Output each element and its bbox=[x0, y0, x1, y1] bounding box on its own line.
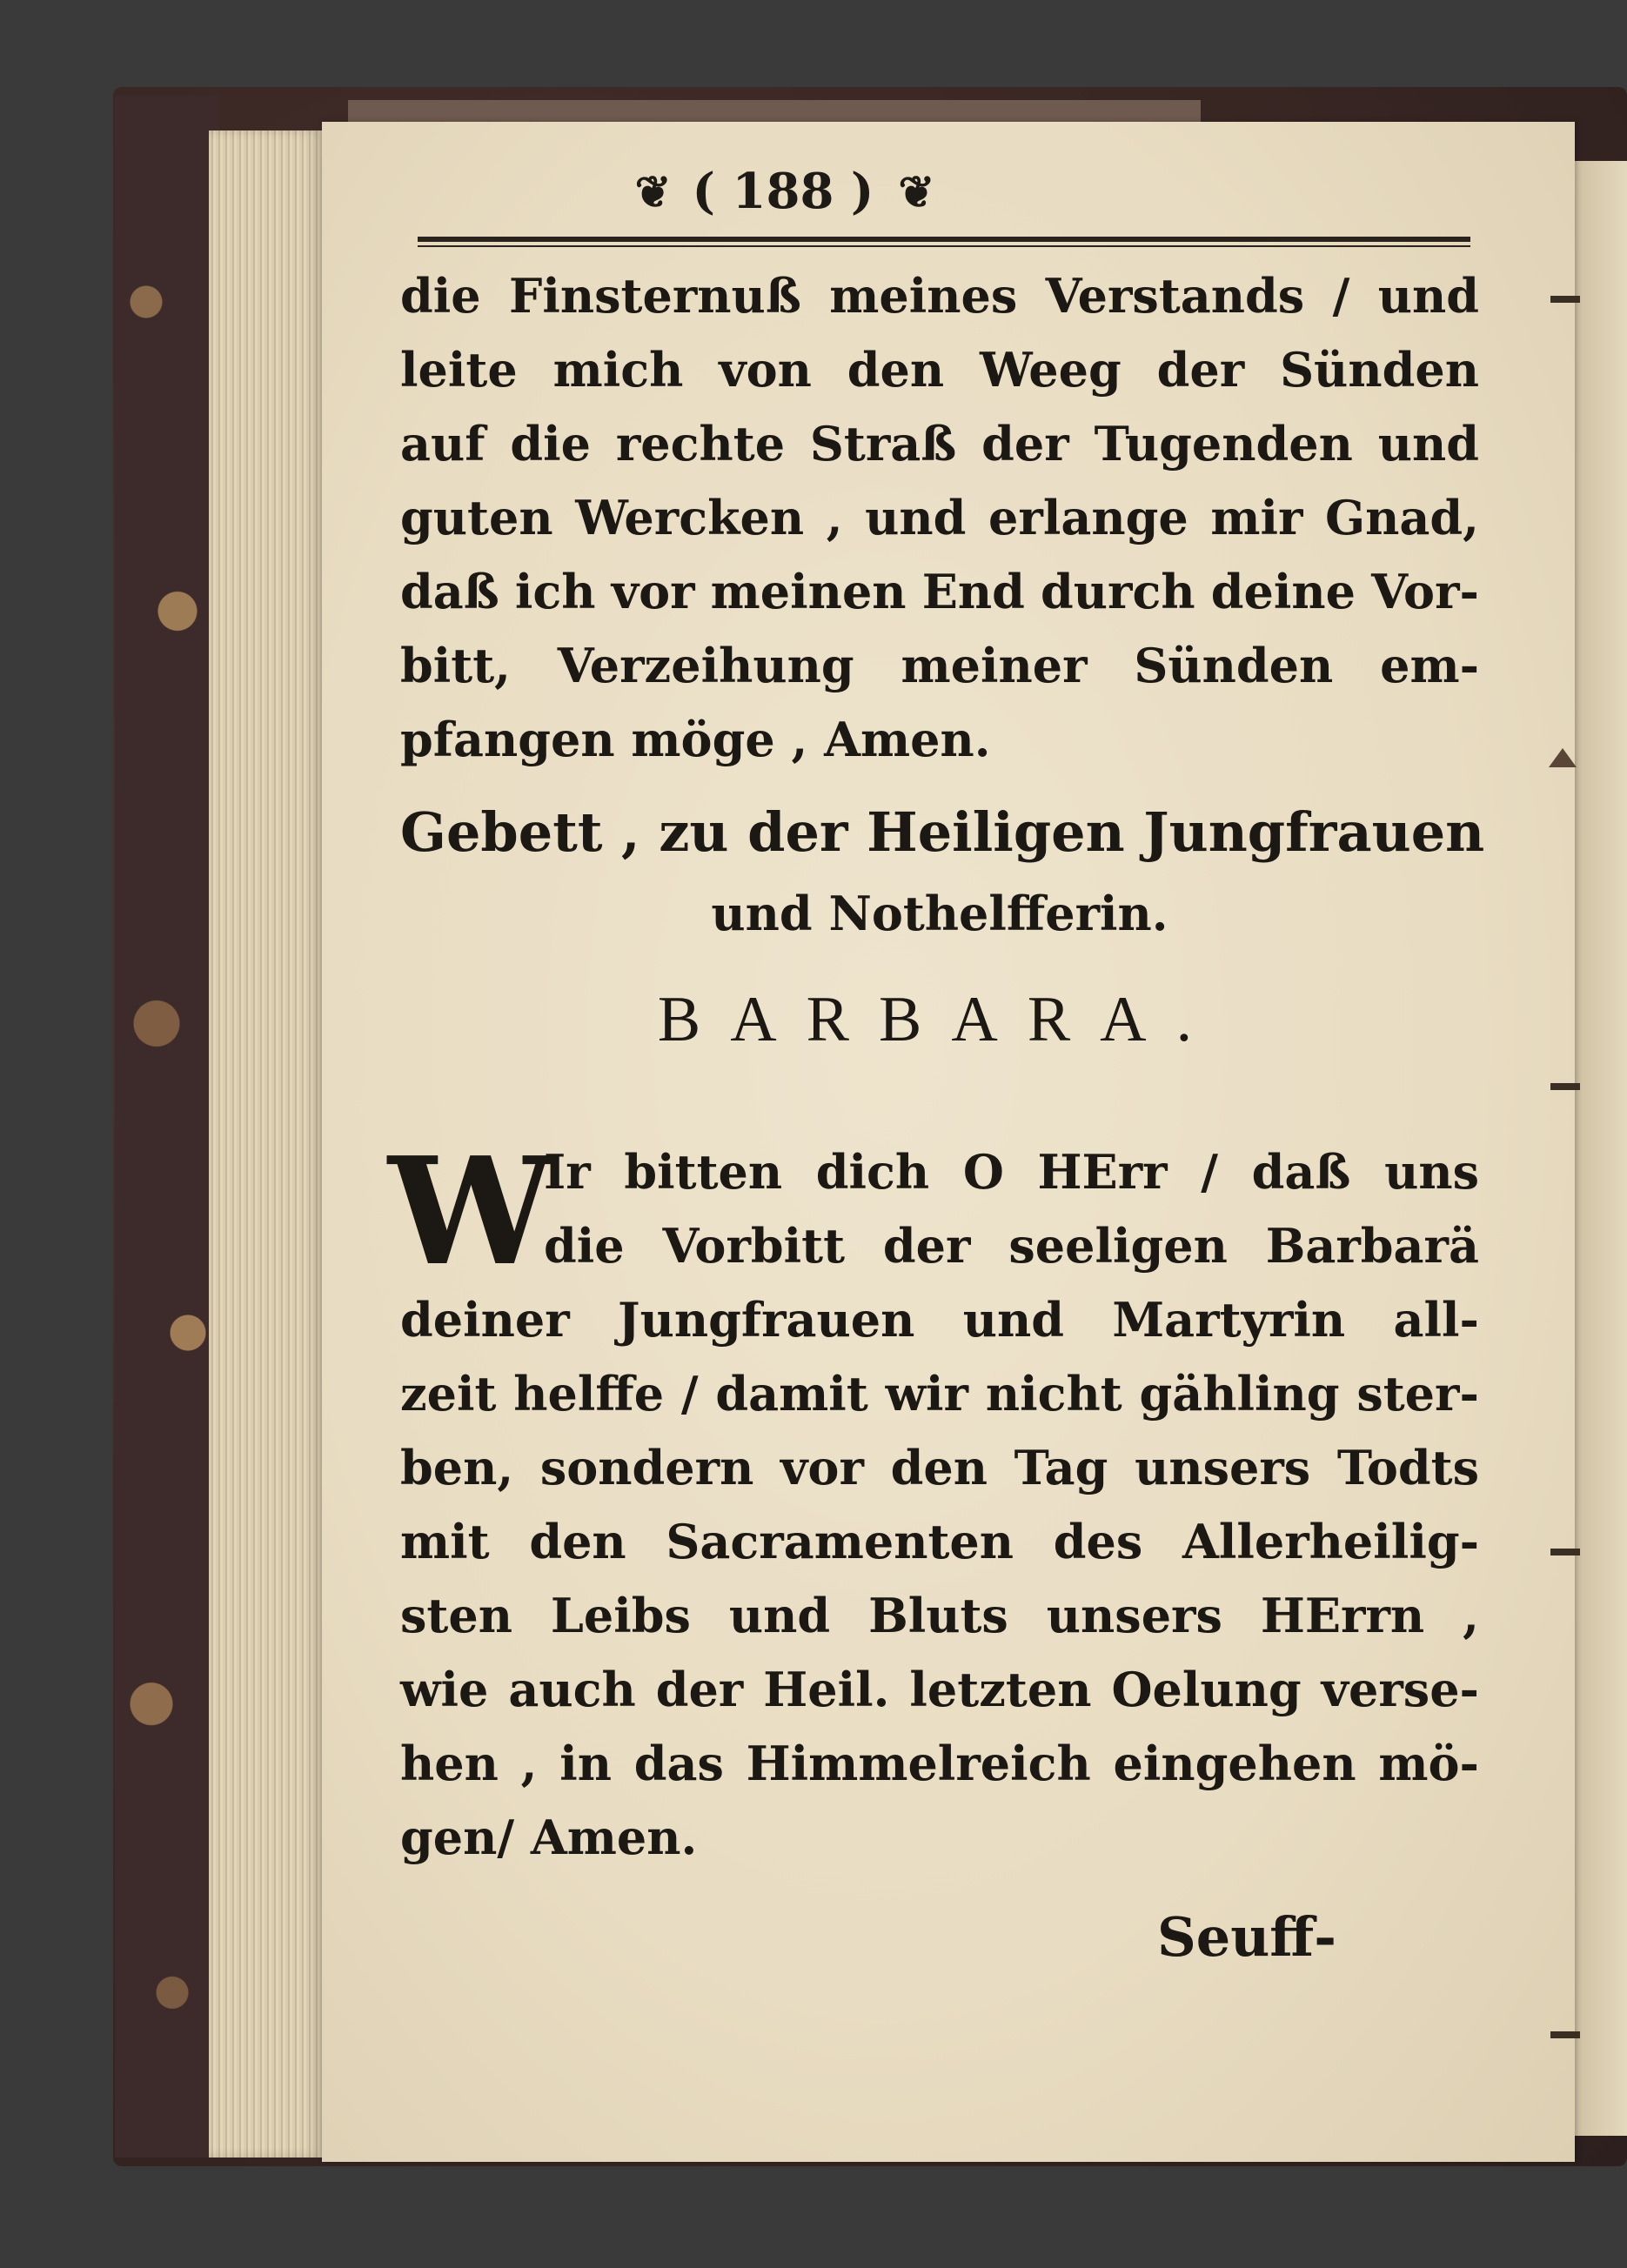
text-line: die Finsternuß meines Verstands / und bbox=[400, 268, 1479, 324]
text-line: bitt, Verzeihung meiner Sünden em- bbox=[400, 638, 1479, 693]
text-line: die Vorbitt der seeligen Barbarä bbox=[544, 1218, 1479, 1274]
facing-page-edge bbox=[1566, 161, 1627, 2136]
header-rule-thin bbox=[418, 245, 1470, 247]
text-line: leite mich von den Weeg der Sünden bbox=[400, 342, 1479, 398]
text-line: Ir bitten dich O HErr / daß uns bbox=[544, 1144, 1479, 1200]
prayer-subtitle: und Nothelfferin. bbox=[711, 886, 1168, 941]
text-line: gen/ Amen. bbox=[400, 1810, 698, 1865]
binding-notch bbox=[1549, 748, 1577, 767]
text-line: sten Leibs und Bluts unsers HErrn , bbox=[400, 1588, 1479, 1643]
drop-cap: W bbox=[388, 1125, 554, 1299]
page-header bbox=[383, 157, 1183, 226]
header-rule bbox=[418, 237, 1470, 242]
text-line: daß ich vor meinen End durch deine Vor- bbox=[400, 564, 1479, 619]
prayer-paragraph bbox=[388, 1125, 1479, 1875]
paragraph-continued bbox=[400, 259, 1479, 777]
text-line: auf die rechte Straß der Tugenden und bbox=[400, 416, 1479, 472]
binding-thread bbox=[1550, 1083, 1580, 1090]
binding-thread bbox=[1550, 2031, 1580, 2038]
page-number: ( 188 ) bbox=[692, 163, 874, 220]
binding-thread bbox=[1550, 296, 1580, 303]
ornament-right-icon: ❦ bbox=[898, 165, 932, 217]
saint-name: BARBARA. bbox=[657, 984, 1222, 1055]
binding-thread bbox=[1550, 1549, 1580, 1555]
text-line: pfangen möge , Amen. bbox=[400, 712, 991, 767]
text-line: mit den Sacramenten des Allerheilig- bbox=[400, 1514, 1479, 1569]
page-block-edges bbox=[209, 130, 322, 2158]
ornament-left-icon: ❦ bbox=[634, 165, 668, 217]
prayer-title: Gebett , zu der Heiligen Jungfrauen bbox=[400, 800, 1485, 864]
text-line: deiner Jungfrauen und Martyrin all- bbox=[400, 1292, 1479, 1348]
catchword: Seuff- bbox=[1157, 1905, 1336, 1969]
text-line: zeit helffe / damit wir nicht gähling ster- bbox=[400, 1366, 1479, 1422]
text-line: ben, sondern vor den Tag unsers Todts bbox=[400, 1440, 1479, 1495]
marbled-board bbox=[115, 96, 219, 2158]
text-line: wie auch der Heil. letzten Oelung verse- bbox=[400, 1662, 1479, 1717]
text-line: hen , in das Himmelreich eingehen mö- bbox=[400, 1736, 1479, 1791]
text-line: guten Wercken , und erlange mir Gnad, bbox=[400, 490, 1479, 545]
